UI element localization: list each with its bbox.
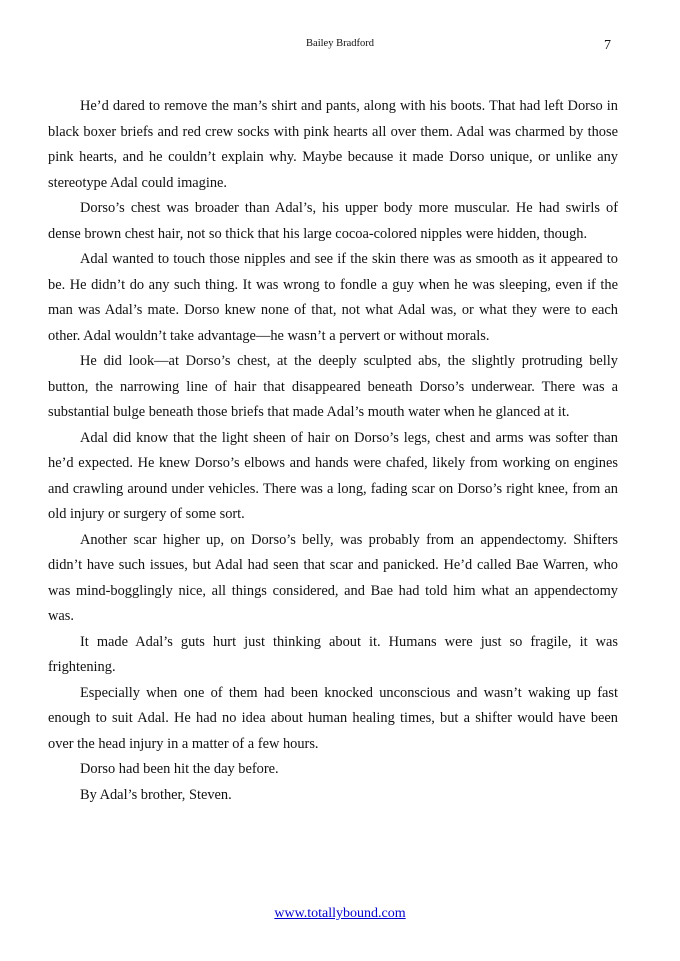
paragraph: Another scar higher up, on Dorso’s belly, was probably from an appendectomy. Shifters didn’t have such issues, but Adal had seen that scar and panicked. He’d called Bae Warren, who was mind-bogglingly nice, all things considered, and Bae had told him what an appendectomy was. (48, 531, 618, 624)
paragraph: He’d dared to remove the man’s shirt and pants, along with his boots. That had left Dorso in black boxer briefs and red crew socks with pink hearts all over them. Adal was charmed by those pink hearts, and he couldn’t explain why. Maybe because it made Dorso unique, or unlike any stereotype Adal could imagine. (48, 98, 618, 191)
running-head-author: Bailey Bradford (306, 38, 374, 49)
body-text (48, 94, 618, 808)
paragraph: Adal did know that the light sheen of hair on Dorso’s legs, chest and arms was softer than he’d expected. He knew Dorso’s elbows and hands were chafed, likely from working on engines and crawling around under vehicles. There was a long, fading scar on Dorso’s right knee, from an old injury or surgery of some sort. (48, 429, 618, 522)
paragraph: Adal wanted to touch those nipples and see if the skin there was as smooth as it appeared to be. He didn’t do any such thing. It was wrong to fondle a guy when he was sleeping, even if the man was Adal’s mate. Dorso knew none of that, not what Adal was, or what they were to each other. Adal wouldn’t take advantage—he wasn’t a pervert or without morals. (48, 251, 618, 344)
page-number: 7 (604, 38, 611, 53)
paragraph: He did look—at Dorso’s chest, at the deeply sculpted abs, the slightly protruding belly button, the narrowing line of hair that disappeared beneath Dorso’s underwear. There was a substantial bulge beneath those briefs that made Adal’s mouth water when he glanced at it. (48, 353, 618, 420)
paragraph: By Adal’s brother, Steven. (80, 786, 232, 803)
publisher-website-link[interactable]: www.totallybound.com (274, 906, 406, 921)
paragraph: It made Adal’s guts hurt just thinking about it. Humans were just so fragile, it was frightening. (48, 633, 618, 675)
paragraph: Especially when one of them had been knocked unconscious and wasn’t waking up fast enough to suit Adal. He had no idea about human healing times, but a shifter would have been over the head injury in a matter of a few hours. (48, 684, 618, 752)
paragraph: Dorso’s chest was broader than Adal’s, his upper body more muscular. He had swirls of dense brown chest hair, not so thick that his large cocoa-colored nipples were hidden, though. (48, 200, 618, 242)
paragraph: Dorso had been hit the day before. (80, 761, 279, 777)
footer (0, 906, 680, 922)
